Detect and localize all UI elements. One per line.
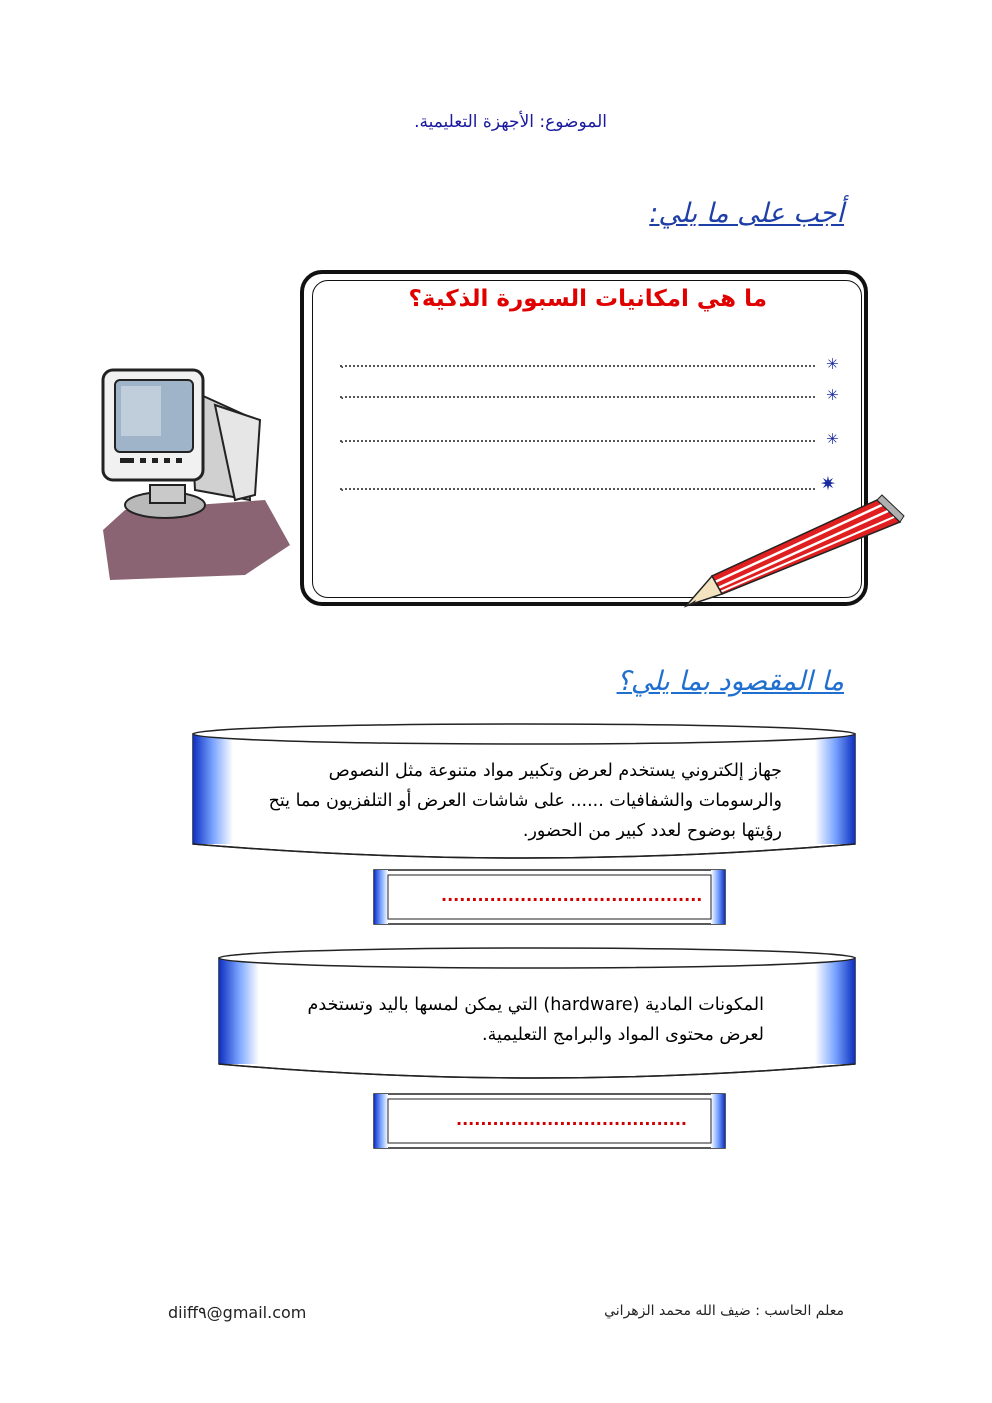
answer-placeholder-1[interactable]: ...........................................: [441, 886, 703, 905]
answer-placeholder-2[interactable]: ......................................: [456, 1110, 687, 1129]
section2-heading: ما المقصود بما يلي؟: [616, 666, 844, 697]
computer-monitor-icon: [95, 360, 295, 585]
subject-value: الأجهزة التعليمية.: [414, 112, 534, 132]
answer-line-1[interactable]: [340, 365, 815, 367]
star-bullet-icon: ✳: [826, 386, 839, 404]
starburst-bullet-icon: ✷: [820, 473, 836, 495]
footer-teacher: معلم الحاسب : ضيف الله محمد الزهراني: [604, 1303, 844, 1319]
star-bullet-icon: ✳: [826, 430, 839, 448]
line-end-dot: .: [340, 387, 345, 403]
line-end-dot: .: [340, 431, 345, 447]
star-bullet-icon: ✳: [826, 355, 839, 373]
line-end-dot: .: [340, 356, 345, 372]
definition-text-1: جهاز إلكتروني يستخدم لعرض وتكبير مواد متنوعة مثل النصوص والرسومات والشفافيات ...... على شاشات العرض أو التلفزيون مما يتح رؤيتها بوضوح لعدد كبير من الحضور.: [268, 761, 782, 841]
answer-line-4[interactable]: [340, 488, 815, 490]
question-text: ما هي امكانيات السبورة الذكية؟: [408, 286, 767, 312]
subject-label: الموضوع:: [539, 112, 607, 132]
subject-line: [414, 112, 607, 132]
answer-line-3[interactable]: [340, 440, 815, 442]
section1-heading: أجب على ما يلي:: [649, 198, 844, 229]
pencil-icon: [682, 492, 907, 612]
line-end-dot: .: [340, 479, 345, 495]
answer-line-2[interactable]: [340, 396, 815, 398]
definition-text-2: المكونات المادية (hardware) التي يمكن لمسها باليد وتستخدم لعرض محتوى المواد والبرامج التعليمية.: [307, 995, 764, 1045]
footer-email: diiff٩@gmail.com: [168, 1303, 307, 1322]
